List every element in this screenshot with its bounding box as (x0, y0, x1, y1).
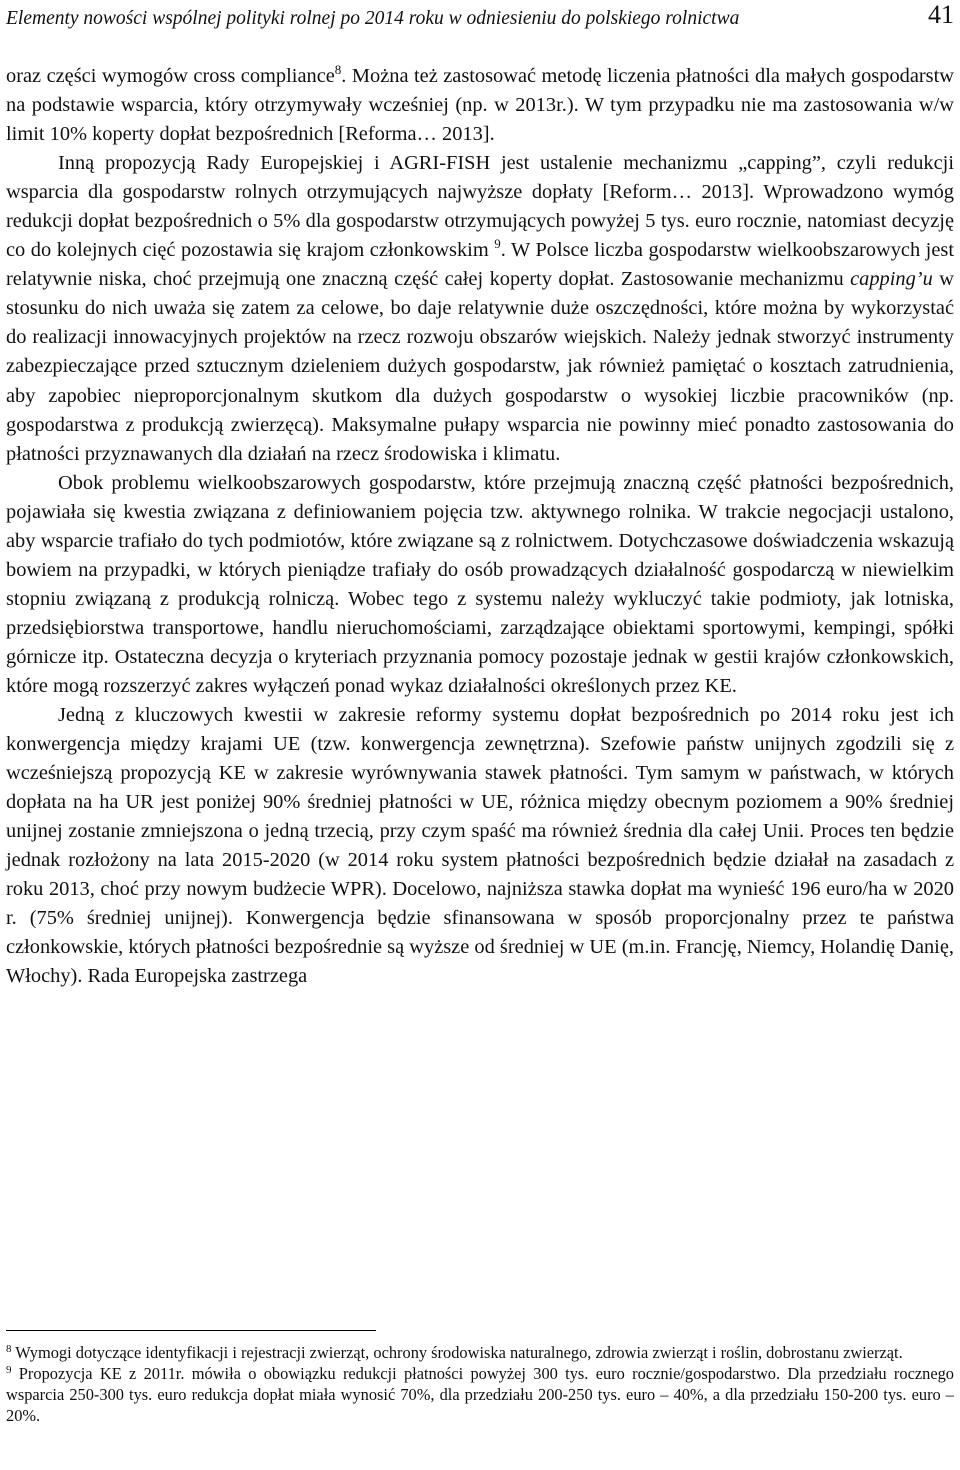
paragraph-1-text-b: . Można też zastosować metodę liczenia płatności dla małych gospodarstw na podstawie wsparcia, który otrzymywały wcześniej (np. w 2013r.). W tym przypadku nie ma zastosowania w/w limit 10% koperty dopłat bezpośrednich [Reforma… 2013]. (6, 65, 954, 146)
paragraph-1 (6, 62, 954, 149)
footnote-8-text: Wymogi dotyczące identyfikacji i rejestracji zwierząt, ochrony środowiska naturalnego, zdrowia zwierząt i roślin, dobrostanu zwierząt. (11, 1343, 903, 1362)
running-header (6, 0, 954, 32)
footnote-9 (6, 1363, 954, 1426)
capping-italic: capping’u (850, 268, 933, 291)
footnote-ref-9: 9 (494, 236, 501, 252)
running-header-title: Elementy nowości wspólnej polityki rolnej po 2014 roku w odniesieniu do polskiego rolnictwa (6, 8, 740, 29)
footnote-ref-8: 8 (334, 62, 342, 77)
paragraph-3: Obok problemu wielkoobszarowych gospodarstw, które przejmują znaczną część płatności bezpośrednich, pojawiała się kwestia związana z definiowaniem pojęcia tzw. aktywnego rolnika. W trakcie negocjacji ustalono, aby wsparcie trafiało do tych podmiotów, które związane są z rolnictwem. Dotychczasowe doświadczenia wskazują bowiem na przypadki, w których pieniądze trafiały do osób prowadzących działalność gospodarczą w niewielkim stopniu związaną z produkcją rolniczą. Wobec tego z systemu należy wykluczyć takie podmioty, jak lotniska, przedsiębiorstwa transportowe, handlu nieruchomościami, zarządzające obiektami sportowymi, kempingi, spółki górnicze itp. Ostateczna decyzja o kryteriach przyznania pomocy pozostaje jednak w gestii krajów członkowskich, które mogą rozszerzyć zakres wyłączeń ponad wykaz działalności określonych przez KE. (6, 471, 954, 697)
paragraph-2-text-a: Inną propozycją Rady Europejskiej i AGRI-FISH jest ustalenie mechanizmu „capping”, czyli redukcji wsparcia dla gospodarstw rolnych otrzymujących najwyższe dopłaty [Reform… 2013]. Wprowadzono wymóg redukcji dopłat bezpośrednich o 5% dla gospodarstw otrzymujących powyżej 5 tys. euro rocznie, natomiast decyzję co do kolejnych cięć pozostawia się krajom członkowskim (6, 152, 954, 262)
paragraph-4: Jedną z kluczowych kwestii w zakresie reformy systemu dopłat bezpośrednich po 2014 roku jest ich konwergencja między krajami UE (tzw. konwergencja zewnętrzna). Szefowie państw unijnych zgodzili się z wcześniejszą propozycją KE w zakresie wyrównywania stawek płatności. Tym samym w państwach, w których dopłata na ha UR jest poniżej 90% średniej płatności w UE, różnica między obecnym poziomem a 90% średniej unijnej zostanie zmniejszona o jedną trzecią, przy czym spaść ma również średnia dla całej Unii. Proces ten będzie jednak rozłożony na lata 2015-2020 (w 2014 roku system płatności bezpośrednich będzie działał na zasadach z roku 2013, choć przy nowym budżecie WPR). Docelowo, najniższa stawka dopłat ma wynieść 196 euro/ha w 2020 r. (75% średniej unijnej). Konwergencja będzie sfinansowana w sposób proporcjonalny przez te państwa członkowskie, których płatności bezpośrednie są wyższe od średniej w UE (m.in. Francję, Niemcy, Holandię Danię, Włochy). Rada Europejska zastrzega (6, 704, 954, 988)
footnotes (6, 1342, 954, 1426)
body-text (6, 62, 954, 992)
paragraph-2-text-b: . W Polsce liczba gospodarstw wielkoobszarowych jest relatywnie niska, choć przejmują one znaczną część całej koperty dopłat. Zastosowanie mechanizmu (6, 239, 954, 291)
footnote-separator (6, 1330, 376, 1331)
footnote-8-number: 8 (6, 1343, 12, 1355)
footnote-9-text: Propozycja KE z 2011r. mówiła o obowiązku redukcji płatności powyżej 300 tys. euro rocznie/gospodarstwo. Dla przedziału rocznego wsparcia 250-300 tys. euro redukcja dopłat miała wynosić 70%, dla przedziału 200-250 tys. euro – 40%, a dla przedziału 150-200 tys. euro – 20%. (6, 1364, 954, 1425)
footnote-9-number: 9 (6, 1364, 12, 1376)
paragraph-2-text-c: w stosunku do nich uważa się zatem za celowe, bo daje relatywnie duże oszczędności, które można by wykorzystać do realizacji innowacyjnych projektów na rzecz rozwoju obszarów wiejskich. Należy jednak stworzyć instrumenty zabezpieczające przed sztucznym dzieleniem dużych gospodarstw, jak również pamiętać o kosztach zatrudnienia, aby zapobiec nieproporcjonalnym skutkom dla dużych gospodarstw o wysokiej liczbie pracowników (np. gospodarstwa z produkcją zwierzęcą). Maksymalne pułapy wsparcia nie powinny mieć ponadto zastosowania do płatności przyznawanych dla działań na rzecz środowiska i klimatu. (6, 268, 954, 465)
page-number: 41 (928, 0, 954, 29)
paragraph-1-text-a: oraz części wymogów cross compliance (6, 65, 335, 87)
footnote-8 (6, 1342, 954, 1363)
paragraph-2 (6, 149, 954, 469)
